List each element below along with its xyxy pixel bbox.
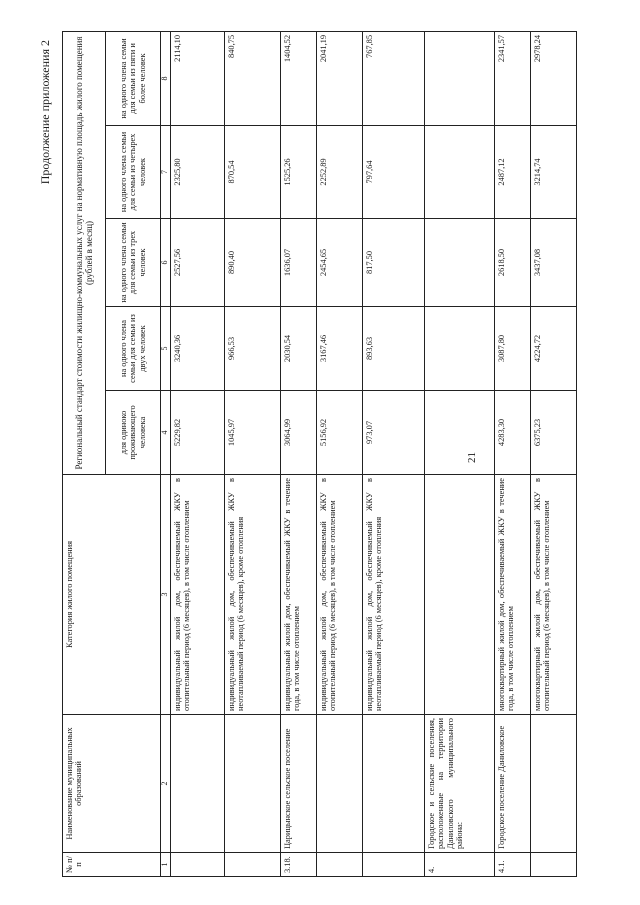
row-value: 2341,57 — [494, 31, 530, 125]
page-number: 21 — [466, 452, 478, 463]
row-category: многоквартирный жилой дом, обеспечиваемый ЖКУ в отопительный период (6 месяцев), в том числе отоплением — [530, 475, 576, 715]
row-value — [424, 31, 494, 125]
row-value: 5229,82 — [170, 391, 224, 475]
header-sub-4: на одного члена семьи для семьи из четырех человек — [106, 126, 161, 219]
colnum: 4 — [161, 391, 171, 475]
row-category: индивидуальный жилой дом, обеспечиваемый ЖКУ в отопительный период (6 месяцев), в том числе отоплением — [170, 475, 224, 715]
row-name — [224, 715, 280, 853]
row-value — [424, 391, 494, 475]
colnum: 2 — [161, 715, 171, 853]
row-num — [530, 853, 576, 877]
header-name: Наименование муниципальных образований — [63, 715, 161, 853]
row-category: индивидуальный жилой дом, обеспечиваемый ЖКУ в течение года, в том числе отоплением — [280, 475, 316, 715]
row-name: Городское поселение Даниловское — [494, 715, 530, 853]
row-category: индивидуальный жилой дом, обеспечиваемый ЖКУ в отопительный период (6 месяцев), в том числе отоплением — [316, 475, 362, 715]
row-category — [424, 475, 494, 715]
row-name: Городское и сельские поселения, расположенные на территории Даниловского муниципального района: — [424, 715, 494, 853]
table-row — [362, 31, 424, 876]
row-value: 3064,99 — [280, 391, 316, 475]
table-row — [170, 31, 224, 876]
row-category: индивидуальный жилой дом, обеспечиваемый ЖКУ в неотапливаемый период (6 месяцев), кроме отопления — [224, 475, 280, 715]
row-value — [424, 126, 494, 219]
row-name — [170, 715, 224, 853]
row-name — [316, 715, 362, 853]
row-value: 973,07 — [362, 391, 424, 475]
header-row-1 — [63, 31, 106, 876]
row-value: 817,50 — [362, 219, 424, 307]
row-value: 966,53 — [224, 307, 280, 391]
table-row — [316, 31, 362, 876]
row-value: 2030,54 — [280, 307, 316, 391]
row-value: 3214,74 — [530, 126, 576, 219]
row-value: 2041,19 — [316, 31, 362, 125]
row-value: 4283,30 — [494, 391, 530, 475]
row-value: 3087,80 — [494, 307, 530, 391]
row-value: 2618,50 — [494, 219, 530, 307]
header-sub-5: на одного члена семьи для семьи из пяти и более человек — [106, 31, 161, 125]
row-num — [170, 853, 224, 877]
row-value — [424, 307, 494, 391]
header-sub-1: для одиноко проживающего человека — [106, 391, 161, 475]
row-value: 2454,65 — [316, 219, 362, 307]
table-row — [530, 31, 576, 876]
colnum: 8 — [161, 31, 171, 125]
row-value: 797,64 — [362, 126, 424, 219]
row-value: 2114,10 — [170, 31, 224, 125]
row-value: 1636,07 — [280, 219, 316, 307]
header-num: № п/п — [63, 853, 161, 877]
row-value: 2325,80 — [170, 126, 224, 219]
row-value: 2978,24 — [530, 31, 576, 125]
row-num: 4.1. — [494, 853, 530, 877]
colnum: 1 — [161, 853, 171, 877]
column-number-row — [161, 31, 171, 876]
colnum: 7 — [161, 126, 171, 219]
colnum: 6 — [161, 219, 171, 307]
row-value: 1525,26 — [280, 126, 316, 219]
header-category: Категория жилого помещения — [63, 475, 161, 715]
row-value: 3167,46 — [316, 307, 362, 391]
row-value: 893,63 — [362, 307, 424, 391]
row-value: 1045,97 — [224, 391, 280, 475]
row-name: Царицынское сельское поселение — [280, 715, 316, 853]
row-value: 2527,56 — [170, 219, 224, 307]
table-row — [224, 31, 280, 876]
row-value: 890,40 — [224, 219, 280, 307]
row-value: 4224,72 — [530, 307, 576, 391]
row-num — [316, 853, 362, 877]
row-value: 2487,12 — [494, 126, 530, 219]
standards-table — [62, 31, 577, 877]
appendix-title: Продолжение приложения 2 — [38, 40, 52, 185]
colnum: 3 — [161, 475, 171, 715]
table-row — [280, 31, 316, 876]
table-row — [424, 31, 494, 876]
row-value: 3240,36 — [170, 307, 224, 391]
row-num: 3.18. — [280, 853, 316, 877]
row-num — [224, 853, 280, 877]
row-num: 4. — [424, 853, 494, 877]
row-value — [424, 219, 494, 307]
row-name — [362, 715, 424, 853]
header-sub-3: на одного члена семьи для семьи из трех человек — [106, 219, 161, 307]
row-value: 3437,08 — [530, 219, 576, 307]
row-name — [530, 715, 576, 853]
row-value: 6375,23 — [530, 391, 576, 475]
row-value: 5156,92 — [316, 391, 362, 475]
row-category: индивидуальный жилой дом, обеспечиваемый ЖКУ в неотапливаемый период (6 месяцев), кроме отопления — [362, 475, 424, 715]
row-value: 840,75 — [224, 31, 280, 125]
row-value: 870,54 — [224, 126, 280, 219]
table-row — [494, 31, 530, 876]
row-category: многоквартирный жилой дом, обеспечиваемый ЖКУ в течение года, в том числе отоплением — [494, 475, 530, 715]
row-value: 2252,89 — [316, 126, 362, 219]
colnum: 5 — [161, 307, 171, 391]
header-standard: Региональный стандарт стоимости жилищно-коммунальных услуг на нормативную площадь жилого помещения (рублей в месяц) — [63, 31, 106, 474]
row-num — [362, 853, 424, 877]
row-value: 1404,52 — [280, 31, 316, 125]
row-value: 767,85 — [362, 31, 424, 125]
header-sub-2: на одного члена семьи для семьи из двух человек — [106, 307, 161, 391]
